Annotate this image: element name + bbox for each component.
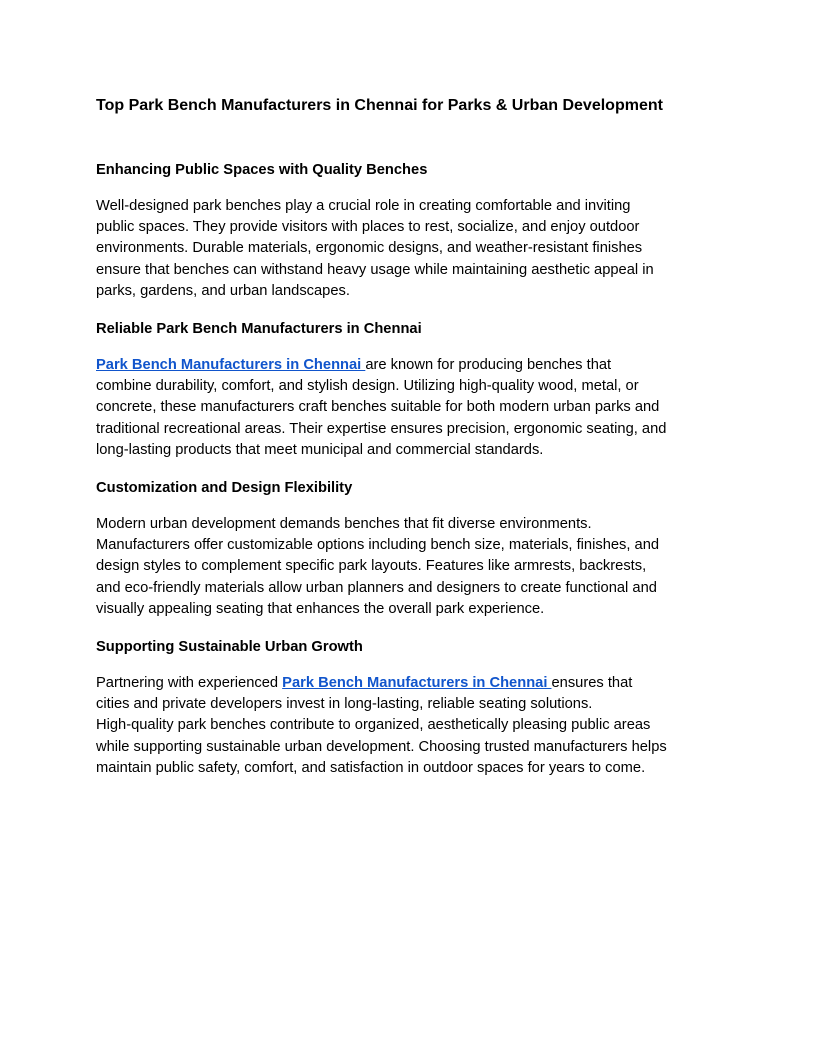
park-bench-manufacturers-link[interactable]: Park Bench Manufacturers in Chennai (282, 675, 552, 691)
paragraph-line: environments. Durable materials, ergonomic designs, and weather-resistant finishes (96, 240, 643, 257)
paragraph-line: cities and private developers invest in long-lasting, reliable seating solutions. (96, 696, 593, 713)
paragraph-line: parks, gardens, and urban landscapes. (96, 282, 350, 299)
paragraph-line: concrete, these manufacturers craft benches suitable for both modern urban parks and (96, 399, 660, 416)
section-paragraph-sustainable-growth (96, 673, 726, 779)
paragraph-line-text: are known for producing benches that (365, 357, 612, 373)
paragraph-line: Modern urban development demands benches that fit diverse environments. (96, 516, 592, 532)
paragraph-line: maintain public safety, comfort, and satisfaction in outdoor spaces for years to come. (96, 759, 646, 776)
paragraph-line (96, 673, 726, 694)
section-heading-sustainable-growth: Supporting Sustainable Urban Growth (96, 639, 363, 655)
paragraph-line: traditional recreational areas. Their expertise ensures precision, ergonomic seating, and (96, 420, 667, 437)
paragraph-line: while supporting sustainable urban development. Choosing trusted manufacturers helps (96, 738, 667, 755)
paragraph-line (96, 355, 726, 376)
section-heading-customization: Customization and Design Flexibility (96, 480, 353, 496)
section-paragraph-reliable-manufacturers (96, 355, 726, 461)
paragraph-line: Manufacturers offer customizable options including bench size, materials, finishes, and (96, 537, 660, 554)
paragraph-line: Well-designed park benches play a crucial role in creating comfortable and inviting (96, 198, 631, 214)
paragraph-line: design styles to complement specific park layouts. Features like armrests, backrests, (96, 558, 647, 575)
paragraph-line: public spaces. They provide visitors with places to rest, socialize, and enjoy outdoor (96, 219, 640, 236)
section-heading-enhancing-public-spaces: Enhancing Public Spaces with Quality Benches (96, 162, 428, 178)
paragraph-line: High-quality park benches contribute to organized, aesthetically pleasing public areas (96, 717, 651, 734)
paragraph-line: ensure that benches can withstand heavy usage while maintaining aesthetic appeal in (96, 261, 654, 278)
paragraph-line: combine durability, comfort, and stylish design. Utilizing high-quality wood, metal, or (96, 378, 639, 395)
paragraph-line-text: Partnering with experienced (96, 675, 283, 691)
paragraph-line: long-lasting products that meet municipal and commercial standards. (96, 441, 544, 458)
paragraph-line-text: ensures that (551, 675, 633, 691)
section-paragraph-enhancing-public-spaces (96, 196, 726, 302)
section-heading-reliable-manufacturers: Reliable Park Bench Manufacturers in Chennai (96, 321, 422, 337)
park-bench-manufacturers-link[interactable]: Park Bench Manufacturers in Chennai (96, 357, 366, 373)
paragraph-line: visually appealing seating that enhances the overall park experience. (96, 600, 545, 617)
document-title: Top Park Bench Manufacturers in Chennai for Parks & Urban Development (96, 97, 663, 114)
section-paragraph-customization (96, 514, 726, 620)
paragraph-line: and eco-friendly materials allow urban planners and designers to create functional and (96, 579, 657, 596)
